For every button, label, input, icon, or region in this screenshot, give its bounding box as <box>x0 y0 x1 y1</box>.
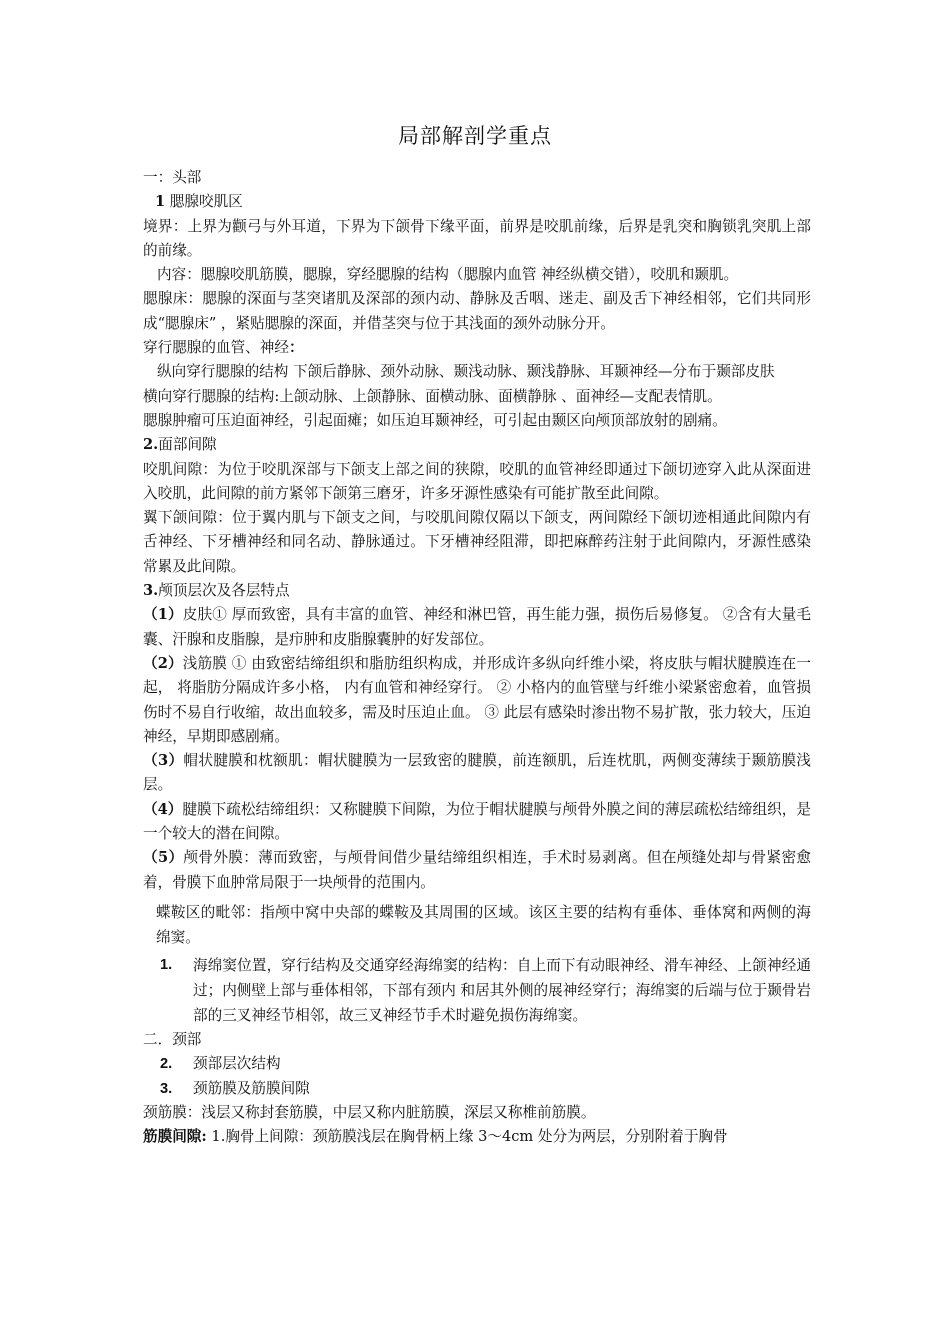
layer-text: 颅骨外膜：薄而致密，与颅骨间借少量结缔组织相连，手术时易剥离。但在颅缝处却与骨紧密愈着，骨膜下血肿常局限于一块颅骨的范围内。 <box>143 849 811 891</box>
list-text: 颈部层次结构 <box>193 1055 281 1073</box>
layer-text: 腱膜下疏松结缔组织：又称腱膜下间隙，为位于帽状腱膜与颅骨外膜之间的薄层疏松结缔组织，是一个较大的潜在间隙。 <box>143 800 811 843</box>
subsection-title: 颅顶层次及各层特点 <box>158 582 290 600</box>
paragraph-vessels-nerves <box>143 336 811 360</box>
layer-number: （4） <box>143 800 183 818</box>
paragraph-sella-region: 蝶鞍区的毗邻：指颅中窝中央部的蝶鞍及其周围的区域。该区主要的结构有垂体、垂体窝和两侧的海绵窦。 <box>156 903 811 946</box>
paragraph-layer-subaponeurotic <box>143 798 811 847</box>
paragraph-layer-pericranium <box>143 846 811 895</box>
paragraph-boundary: 境界：上界为颧弓与外耳道，下界为下颌骨下缘平面，前界是咬肌前缘，后界是乳突和胸锁乳突肌上部的前缘。 <box>143 217 811 259</box>
layer-number: （3） <box>143 752 184 770</box>
paragraph-pterygomandibular-space: 翼下颌间隙：位于翼内肌与下颌支之间，与咬肌间隙仅隔以下颌支，两间隙经下颌切迹相通此间隙内有舌神经、下牙槽神经和同名动、静脉通过。下牙槽神经阻滞，即把麻醉药注射于此间隙内，牙源性感染常累及此间隙。 <box>143 509 811 575</box>
fascial-spaces-text: 1.胸骨上间隙：颈筋膜浅层在胸骨柄上缘 3～4cm 处分为两层，分别附着于胸骨 <box>206 1128 728 1146</box>
paragraph-parotid-bed: 腮腺床：腮腺的深面与茎突诸肌及深部的颈内动、静脉及舌咽、迷走、副及舌下神经相邻，它们共同形成“腮腺床” ，紧贴腮腺的深面，并借茎突与位于其浅面的颈外动脉分开。 <box>143 290 811 332</box>
layer-text: 帽状腱膜和枕额肌：帽状腱膜为一层致密的腱膜，前连额肌，后连枕肌，两侧变薄续于颞筋膜浅层。 <box>143 752 811 794</box>
list-item-cervical-fascia <box>143 1077 811 1101</box>
document-title: 局部解剖学重点 <box>398 124 552 148</box>
paragraph-fascial-spaces <box>143 1125 811 1149</box>
paragraph-layer-superficial-fascia <box>143 652 811 749</box>
list-number: 2. <box>160 1056 173 1073</box>
section-heading-neck: 二．颈部 <box>143 1030 202 1048</box>
subsection-heading <box>143 190 811 214</box>
layer-number: （5） <box>143 849 184 867</box>
subsection-number: 3. <box>143 582 159 600</box>
vessels-nerves-text: 穿行腮腺的血管、神经 <box>143 339 289 357</box>
list-number: 1. <box>160 956 173 973</box>
subsection-heading <box>143 433 811 457</box>
layer-number: （1） <box>143 606 183 624</box>
layer-text: 皮肤① 厚而致密，具有丰富的血管、神经和淋巴管，再生能力强，损伤后易修复。 ②含有大量毛囊、汗腺和皮脂腺，是疖肿和皮脂腺囊肿的好发部位。 <box>143 606 811 648</box>
subsection-heading <box>143 579 811 603</box>
layer-text: 浅筋膜 ① 由致密结缔组织和脂肪组织构成，并形成许多纵向纤维小梁，将皮肤与帽状腱膜连在一起， 将脂肪分隔成许多小格， 内有血管和神经穿行。 ② 小格内的血管壁与纤维小梁紧密愈着，血管损伤时不易自行收缩，故出血较多，需及时压迫止血。 ③ 此层有感染时渗出物不易扩散，张力较大，压迫神经，早期即感剧痛。 <box>143 654 811 745</box>
list-item-cavernous-sinus <box>143 953 811 1028</box>
paragraph-longitudinal: 纵向穿行腮腺的结构 下颌后静脉、颈外动脉、颞浅动脉、颞浅静脉、耳颞神经—分布于颞部皮肤 <box>157 363 775 381</box>
layer-number: （2） <box>143 654 183 672</box>
list-item-neck-layers <box>143 1052 811 1076</box>
paragraph-content: 内容：腮腺咬肌筋膜，腮腺，穿经腮腺的结构（腮腺内血管 神经纵横交错），咬肌和颞肌。 <box>157 266 739 284</box>
section-heading-head: 一：头部 <box>143 169 202 186</box>
subsection-title: 腮腺咬肌区 <box>169 193 243 211</box>
vessels-nerves-colon: ： <box>288 339 304 357</box>
paragraph-cervical-fascia: 颈筋膜：浅层又称封套筋膜，中层又称内脏筋膜，深层又称椎前筋膜。 <box>143 1103 596 1121</box>
paragraph-layer-galea <box>143 749 811 798</box>
paragraph-masseter-space: 咬肌间隙：为位于咬肌深部与下颌支上部之间的狭隙，咬肌的血管神经即通过下颌切迹穿入此从深面进入咬肌，此间隙的前方紧邻下颌第三磨牙，许多牙源性感染有可能扩散至此间隙。 <box>143 460 811 502</box>
paragraph-transverse: 横向穿行腮腺的结构:上颌动脉、上颌静脉、面横动脉、面横静脉 、面神经—支配表情肌。 <box>143 387 722 405</box>
subsection-number: 1 <box>155 193 166 211</box>
subsection-title: 面部间隙 <box>158 436 217 454</box>
subsection-number: 2. <box>143 436 159 454</box>
list-text: 海绵窦位置，穿行结构及交通穿经海绵窦的结构：自上而下有动眼神经、滑车神经、上颌神经通过；内侧壁上部与垂体相邻，下部有颈内 和居其外侧的展神经穿行；海绵窦的后端与位于颞骨岩部的三叉神经节相邻，故三叉神经节手术时避免损伤海绵窦。 <box>193 956 811 1024</box>
list-text: 颈筋膜及筋膜间隙 <box>193 1079 310 1097</box>
fascial-spaces-label: 筋膜间隙: <box>143 1128 207 1146</box>
list-number: 3. <box>160 1080 173 1097</box>
paragraph-tumor: 腮腺肿瘤可压迫面神经，引起面瘫；如压迫耳颞神经，可引起由颞区向颅顶部放射的剧痛。 <box>143 411 727 429</box>
document-body <box>143 166 811 1149</box>
paragraph-layer-skin <box>143 603 811 652</box>
